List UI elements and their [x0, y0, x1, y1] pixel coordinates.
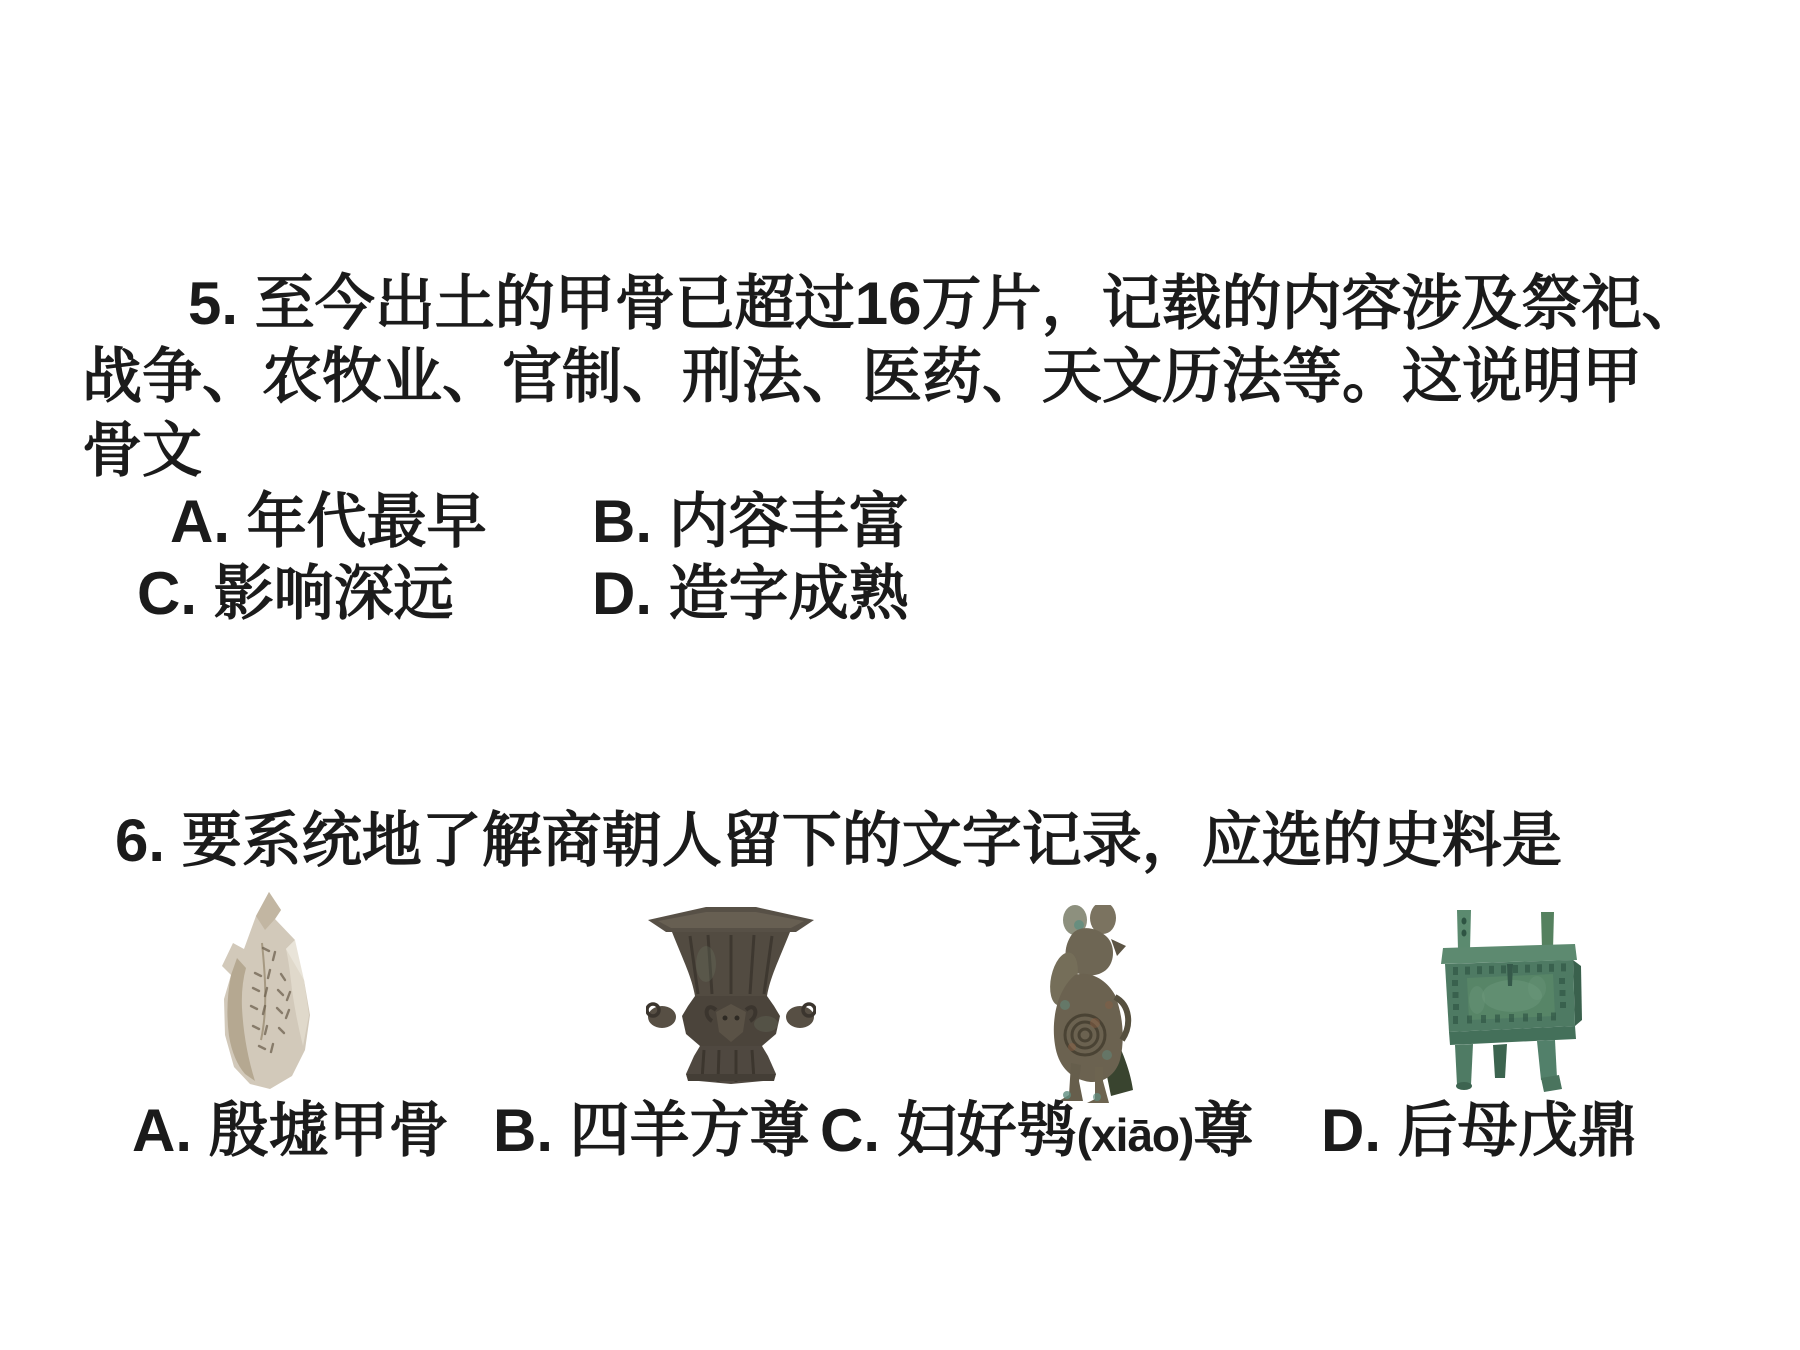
question6-option-c-text: C. 妇好鸮	[820, 1097, 1077, 1164]
question6-option-c-phonetic: (xiāo)	[1076, 1109, 1194, 1161]
question5-text-line2: 战争、农牧业、官制、刑法、医药、天文历法等。这说明甲	[82, 343, 1642, 410]
question6-option-b: B. 四羊方尊	[493, 1097, 810, 1164]
question6-option-c-suffix: 尊	[1193, 1097, 1254, 1164]
question6-option-c	[820, 1094, 1253, 1172]
oracle-bone-image	[215, 888, 335, 1093]
question5-text-line3: 骨文	[82, 417, 202, 484]
question6-option-d: D. 后母戊鼎	[1321, 1097, 1638, 1164]
owl-zun-image	[1045, 905, 1145, 1105]
question5-option-a: A. 年代最早	[170, 488, 487, 555]
question6-option-a: A. 殷墟甲骨	[132, 1097, 449, 1164]
ding-image	[1437, 908, 1582, 1093]
question5-option-d: D. 造字成熟	[592, 560, 909, 627]
question6-text: 6. 要系统地了解商朝人留下的文字记录，应选的史料是	[115, 807, 1562, 874]
question5-option-b: B. 内容丰富	[592, 488, 909, 555]
question5-option-c: C. 影响深远	[137, 560, 454, 627]
four-ram-zun-image	[646, 904, 816, 1086]
question5-text-line1: 5. 至今出土的甲骨已超过16万片，记载的内容涉及祭祀、	[188, 270, 1702, 337]
